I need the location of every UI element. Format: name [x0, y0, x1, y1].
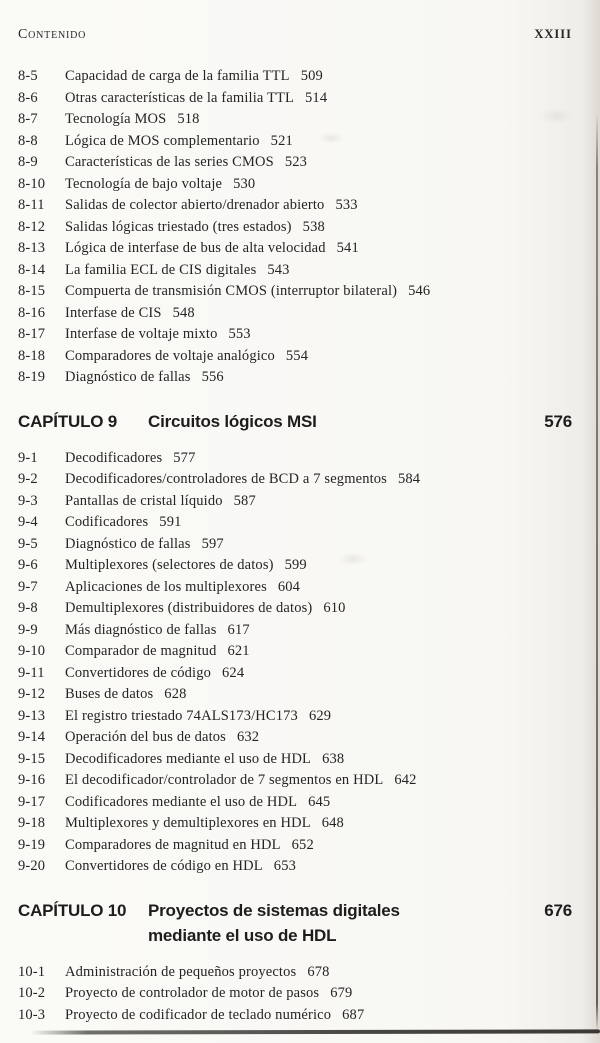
entry-title: Administración de pequeños proyectos — [65, 963, 297, 980]
entry-title: Características de las series CMOS — [65, 154, 274, 170]
toc-entry — [18, 217, 572, 239]
entry-number: 9-20 — [18, 858, 46, 874]
entry-title: Capacidad de carga de la familia TTL — [65, 68, 290, 84]
entry-title: La familia ECL de CIS digitales — [65, 261, 257, 278]
entry-page-number: 648 — [321, 815, 344, 831]
entry-title: Lógica de interfase de bus de alta velocidad — [65, 240, 326, 256]
entry-number: 9-18 — [18, 815, 46, 831]
toc-entry — [18, 448, 572, 470]
toc-entry — [18, 770, 572, 792]
entry-number: 9-14 — [18, 729, 46, 745]
toc-entry — [18, 152, 572, 174]
chapter-heading — [18, 409, 572, 434]
entry-title: El decodificador/controlador de 7 segmentos en HDL — [65, 772, 384, 788]
entry-number: 9-2 — [18, 471, 38, 487]
toc-entry — [18, 1005, 572, 1027]
entry-title: Aplicaciones de los multiplexores — [65, 578, 267, 595]
toc-entry — [18, 983, 572, 1005]
entry-page-number: 610 — [323, 600, 346, 616]
table-of-contents — [18, 66, 572, 1026]
entry-number: 8-13 — [18, 240, 46, 256]
entry-title: Diagnóstico de fallas — [65, 535, 191, 552]
entry-number: 9-1 — [18, 449, 38, 466]
entry-title: Interfase de voltaje mixto — [65, 326, 218, 342]
entry-title: Proyecto de controlador de motor de pasos — [65, 985, 320, 1001]
entry-number: 10-3 — [18, 1006, 46, 1023]
toc-entry — [18, 835, 572, 857]
chapter-title: Circuitos lógicos MSI — [148, 411, 317, 431]
entry-page-number: 533 — [335, 197, 358, 213]
entry-title: Codificadores mediante el uso de HDL — [65, 793, 298, 810]
toc-entry — [18, 856, 572, 878]
entry-title: Decodificadores — [65, 449, 163, 466]
entry-page-number: 587 — [233, 492, 256, 509]
entry-number: 9-12 — [18, 686, 46, 702]
entry-number: 9-8 — [18, 600, 38, 616]
toc-entry — [18, 598, 572, 620]
entry-title: Comparadores de magnitud en HDL — [65, 836, 281, 853]
entry-number: 9-6 — [18, 557, 38, 573]
entry-page-number: 678 — [307, 963, 330, 980]
entry-number: 9-19 — [18, 836, 46, 853]
entry-title: Interfase de CIS — [65, 304, 162, 321]
chapter-label: CAPÍTULO 9 — [18, 411, 118, 431]
entry-page-number: 628 — [164, 686, 187, 702]
entry-page-number: 538 — [302, 218, 325, 235]
entry-title: Codificadores — [65, 514, 149, 530]
entry-title: Convertidores de código — [65, 664, 212, 681]
entry-title: Tecnología MOS — [65, 111, 167, 127]
chapter-title: Proyectos de sistemas digitales mediante el uso de HDL — [148, 900, 400, 945]
entry-number: 8-14 — [18, 261, 46, 278]
entry-number: 8-10 — [18, 175, 46, 192]
toc-entry — [18, 813, 572, 835]
entry-number: 10-2 — [18, 985, 46, 1001]
toc-entry — [18, 641, 572, 663]
entry-page-number: 645 — [308, 793, 331, 810]
toc-entry — [18, 555, 572, 577]
entry-number: 8-15 — [18, 283, 46, 299]
entry-title: Otras características de la familia TTL — [65, 89, 295, 106]
toc-entry — [18, 174, 572, 196]
entry-page-number: 514 — [305, 89, 328, 106]
entry-number: 9-5 — [18, 535, 38, 552]
chapter-page-number: 576 — [544, 411, 572, 431]
entry-title: Compuerta de transmisión CMOS (interruptor bilateral) — [65, 283, 398, 299]
entry-number: 8-11 — [18, 197, 45, 213]
entry-title: Salidas de colector abierto/drenador abierto — [65, 197, 325, 213]
entry-page-number: 584 — [397, 471, 421, 487]
toc-entry — [18, 88, 572, 110]
entry-page-number: 638 — [322, 750, 345, 767]
toc-entry — [18, 131, 572, 153]
entry-page-number: 523 — [284, 154, 308, 170]
toc-entry — [18, 620, 572, 642]
chapter-page-number: 676 — [544, 900, 572, 920]
entry-page-number: 553 — [228, 326, 251, 342]
toc-entry — [18, 109, 572, 131]
entry-number: 9-3 — [18, 492, 38, 509]
entry-page-number: 577 — [173, 449, 196, 466]
entry-title: Multiplexores y demultiplexores en HDL — [65, 815, 311, 831]
chapter-heading — [18, 898, 572, 948]
entry-number: 9-11 — [18, 664, 45, 681]
toc-entry — [18, 260, 572, 282]
toc-entry — [18, 534, 572, 556]
entry-number: 8-9 — [18, 154, 38, 170]
entry-title: Comparadores de voltaje analógico — [65, 347, 275, 364]
entry-number: 8-6 — [18, 89, 38, 106]
entry-page-number: 556 — [201, 369, 224, 385]
toc-entry — [18, 727, 572, 749]
entry-page-number: 624 — [222, 664, 245, 681]
toc-entry — [18, 706, 572, 728]
toc-entry — [18, 303, 572, 325]
entry-title: Operación del bus de datos — [65, 729, 226, 745]
entry-page-number: 679 — [330, 985, 353, 1001]
entry-title: Proyecto de codificador de teclado numérico — [65, 1006, 332, 1023]
entry-title: Multiplexores (selectores de datos) — [65, 557, 274, 573]
entry-title: Buses de datos — [65, 686, 154, 702]
toc-entry — [18, 195, 572, 217]
entry-page-number: 642 — [394, 772, 417, 788]
entry-number: 8-18 — [18, 347, 46, 364]
entry-title: Pantallas de cristal líquido — [65, 492, 223, 509]
entry-number: 9-9 — [18, 621, 38, 638]
running-title: Contenido — [18, 27, 87, 42]
entry-number: 10-1 — [18, 963, 46, 980]
entry-number: 8-8 — [18, 132, 38, 149]
entry-number: 9-13 — [18, 707, 46, 724]
toc-entry — [18, 749, 572, 771]
entry-title: Convertidores de código en HDL — [65, 858, 263, 874]
entry-number: 8-16 — [18, 304, 46, 321]
entry-number: 9-17 — [18, 793, 46, 810]
entry-number: 9-7 — [18, 578, 38, 595]
folio-page-number: XXIII — [534, 27, 572, 41]
entry-page-number: 591 — [159, 514, 182, 530]
toc-entry — [18, 962, 572, 984]
entry-number: 8-5 — [18, 68, 38, 84]
entry-page-number: 629 — [308, 707, 332, 724]
toc-entry — [18, 324, 572, 346]
toc-entry — [18, 792, 572, 814]
entry-title: Lógica de MOS complementario — [65, 132, 260, 149]
entry-page-number: 546 — [408, 283, 431, 299]
entry-title: Decodificadores mediante el uso de HDL — [65, 750, 312, 767]
toc-entry — [18, 367, 572, 389]
entry-title: Demultiplexores (distribuidores de datos) — [65, 600, 313, 616]
toc-entry — [18, 663, 572, 685]
scan-edge-right — [596, 112, 598, 1031]
toc-entry — [18, 577, 572, 599]
entry-number: 8-19 — [18, 369, 46, 385]
entry-page-number: 632 — [236, 729, 260, 745]
entry-title: Comparador de magnitud — [65, 643, 217, 659]
entry-number: 8-12 — [18, 218, 46, 235]
page-header — [18, 27, 572, 43]
toc-entry — [18, 684, 572, 706]
entry-page-number: 653 — [273, 858, 296, 874]
entry-page-number: 543 — [267, 261, 290, 278]
entry-number: 9-15 — [18, 750, 46, 767]
entry-page-number: 548 — [172, 304, 195, 321]
entry-page-number: 518 — [177, 111, 200, 127]
toc-entry — [18, 346, 572, 368]
toc-entry — [18, 66, 572, 88]
entry-page-number: 617 — [227, 621, 250, 638]
entry-number: 9-16 — [18, 772, 46, 788]
entry-title: Diagnóstico de fallas — [65, 369, 191, 385]
entry-number: 8-17 — [18, 326, 46, 342]
scan-edge-bottom — [30, 1029, 600, 1034]
entry-number: 9-4 — [18, 514, 38, 530]
chapter-label: CAPÍTULO 10 — [18, 900, 127, 920]
toc-entry — [18, 469, 572, 491]
toc-entry — [18, 281, 572, 303]
entry-page-number: 509 — [300, 68, 323, 84]
entry-title: Salidas lógicas triestado (tres estados) — [65, 218, 292, 235]
entry-page-number: 597 — [201, 535, 224, 552]
entry-title: El registro triestado 74ALS173/HC173 — [65, 707, 298, 724]
toc-entry — [18, 491, 572, 513]
entry-page-number: 521 — [270, 132, 293, 149]
entry-page-number: 604 — [277, 578, 301, 595]
toc-entry — [18, 512, 572, 534]
entry-number: 9-10 — [18, 643, 46, 659]
entry-number: 8-7 — [18, 111, 38, 127]
entry-title: Decodificadores/controladores de BCD a 7 segmentos — [65, 471, 387, 487]
entry-page-number: 541 — [336, 240, 359, 256]
entry-title: Más diagnóstico de fallas — [65, 621, 217, 638]
entry-title: Tecnología de bajo voltaje — [65, 175, 223, 192]
entry-page-number: 599 — [284, 557, 307, 573]
entry-page-number: 652 — [291, 836, 314, 853]
entry-page-number: 530 — [233, 175, 256, 192]
entry-page-number: 687 — [342, 1006, 365, 1023]
toc-entry — [18, 238, 572, 260]
entry-page-number: 554 — [285, 347, 309, 364]
entry-page-number: 621 — [227, 643, 250, 659]
